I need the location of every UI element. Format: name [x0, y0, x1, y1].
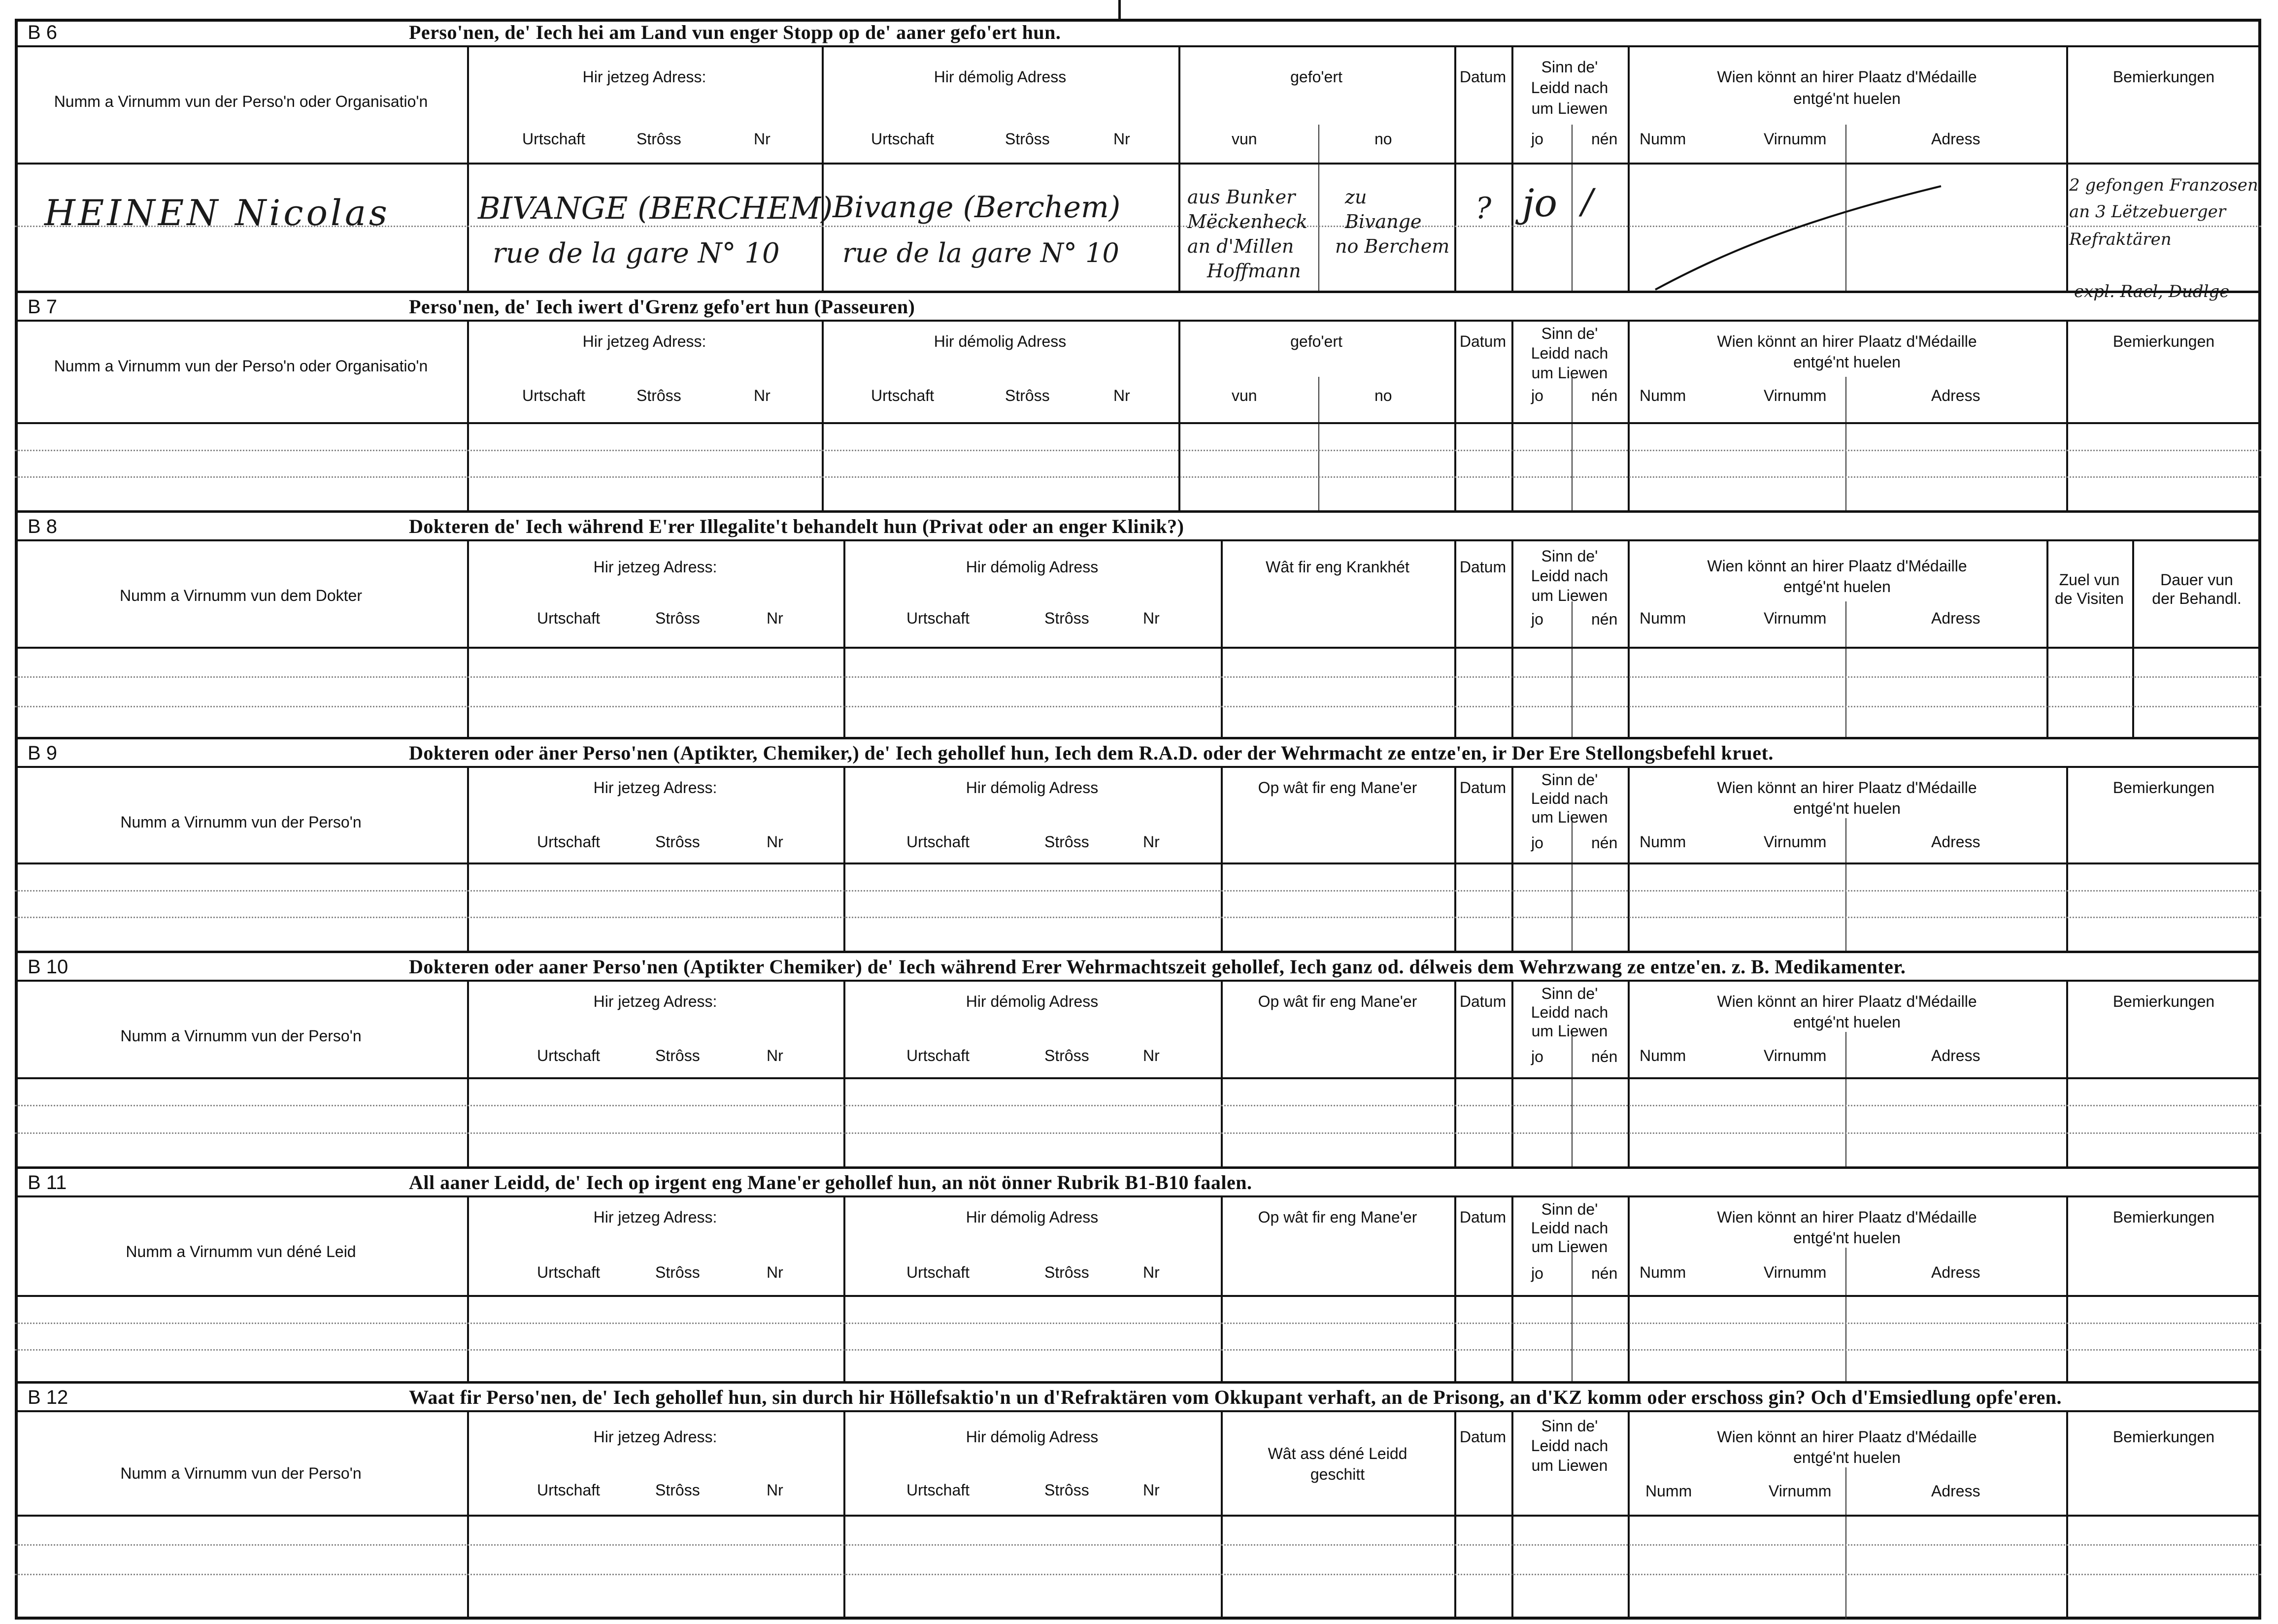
section-title: Dokteren oder aaner Perso'nen (Aptikter Chemiker) de' Iech während Erer Wehrmachtszeit gehollef, Iech ganz od. délweis dem Wehrzwang ze entze'en. z. B. Medikamenter.: [409, 956, 1906, 978]
col-header-urtschaft: Urtschaft: [906, 609, 970, 627]
section-code: B 7: [28, 296, 58, 318]
section-title: Perso'nen, de' Iech hei am Land vun enger Stopp op de' aaner gefo'ert hun.: [409, 21, 1061, 43]
col-header-bemierkungen: Bemierkungen: [2112, 1428, 2215, 1446]
section-header: [15, 1169, 2261, 1197]
col-header-um-liewen: um Liewen: [1531, 1022, 1608, 1040]
col-header-no: no: [1374, 130, 1392, 148]
col-header-current-address: Hir jetzeg Adress:: [593, 1428, 717, 1446]
col-header-adress: Adress: [1931, 387, 1980, 404]
col-header-medal: Wien könnt an hirer Plaatz d'Médaille: [1717, 68, 1977, 86]
col-header-leidd-nach: Leidd nach: [1531, 1437, 1608, 1455]
section-title: Dokteren oder äner Perso'nen (Aptikter, Chemiker,) de' Iech gehollef hun, Iech dem R.A.D. oder der Wehrmacht ze entze'en, ir Der Ere Stellongsbefehl kruet.: [409, 742, 1774, 764]
col-header-current-address: Hir jetzeg Adress:: [593, 779, 717, 796]
col-header-datum: Datum: [1459, 558, 1507, 576]
col-header-datum: Datum: [1459, 68, 1507, 86]
col-header-urtschaft: Urtschaft: [537, 1263, 601, 1281]
section-header: [15, 739, 2261, 768]
col-header-nr: Nr: [1143, 609, 1160, 627]
col-header-nen: nén: [1591, 130, 1618, 148]
col-header-adress: Adress: [1931, 1263, 1980, 1281]
col-header-wat-leidd-2: geschitt: [1310, 1465, 1365, 1483]
col-header-medal: Wien könnt an hirer Plaatz d'Médaille: [1707, 557, 1967, 575]
col-header-leidd-nach: Leidd nach: [1531, 790, 1608, 807]
col-header-stross: Strôss: [1044, 609, 1089, 627]
section-code: B 9: [28, 742, 58, 764]
col-header-medal: Wien könnt an hirer Plaatz d'Médaille: [1717, 1428, 1977, 1446]
section-header: [15, 953, 2261, 982]
col-header-jo: jo: [1531, 1264, 1543, 1282]
col-header-numm: Numm: [1640, 833, 1686, 851]
col-header-nr: Nr: [1113, 130, 1130, 148]
col-header-urtschaft: Urtschaft: [537, 1481, 601, 1499]
col-header-dauer-2: der Behandl.: [2152, 590, 2242, 607]
col-header-sinn-de: Sinn de': [1541, 1417, 1598, 1435]
col-header-jo: jo: [1531, 610, 1543, 628]
col-header-urtschaft: Urtschaft: [537, 833, 601, 851]
col-header-adress: Adress: [1931, 130, 1980, 148]
col-header-nen: nén: [1591, 610, 1618, 628]
col-header-numm: Numm: [1640, 1047, 1686, 1064]
col-header-nen: nén: [1591, 387, 1618, 404]
col-header-nr: Nr: [754, 130, 770, 148]
col-header-stross: Strôss: [655, 1047, 700, 1064]
section-b6: [15, 19, 2261, 301]
col-header-numm: Numm: [1640, 1263, 1686, 1281]
col-header-stross: Strôss: [636, 387, 681, 404]
col-header-gefoert: gefo'ert: [1290, 68, 1342, 86]
section-header: [15, 293, 2261, 322]
entry-jo: jo: [1522, 181, 1558, 226]
col-header-former-address: Hir démolig Adress: [966, 1428, 1099, 1446]
col-header-numm: Numm: [1640, 609, 1686, 627]
col-header-name: Numm a Virnumm vun dem Dokter: [120, 587, 362, 604]
col-header-leidd-nach: Leidd nach: [1531, 1003, 1608, 1021]
col-header-nen: nén: [1591, 1048, 1618, 1065]
col-header-vun: vun: [1232, 387, 1257, 404]
col-header-urtschaft: Urtschaft: [537, 1047, 601, 1064]
col-header-urtschaft: Urtschaft: [522, 130, 586, 148]
col-header-bemierkungen: Bemierkungen: [2112, 68, 2215, 86]
col-header-leidd-nach: Leidd nach: [1531, 567, 1608, 585]
col-header-nr: Nr: [767, 1047, 783, 1064]
col-header-stross: Strôss: [1005, 130, 1050, 148]
col-header-virnumm: Virnumm: [1764, 833, 1827, 851]
col-header-medal-2: entgé'nt huelen: [1793, 1013, 1901, 1031]
col-header-stross: Strôss: [1005, 387, 1050, 404]
col-header-name: Numm a Virnumm vun der Perso'n oder Organisatio'n: [54, 93, 428, 110]
section-code: B 6: [28, 22, 58, 43]
col-header-virnumm: Virnumm: [1769, 1482, 1832, 1500]
col-header-medal-2: entgé'nt huelen: [1793, 353, 1901, 371]
col-header-current-address: Hir jetzeg Adress:: [593, 993, 717, 1010]
col-header-nr: Nr: [754, 387, 770, 404]
col-header-stross: Strôss: [1044, 1263, 1089, 1281]
entry-nen: /: [1581, 181, 1593, 222]
col-header-maneer: Op wât fir eng Mane'er: [1258, 1208, 1417, 1226]
col-header-zuel-2: de Visiten: [2055, 590, 2124, 607]
col-header-bemierkungen: Bemierkungen: [2112, 993, 2215, 1010]
col-header-stross: Strôss: [1044, 833, 1089, 851]
col-header-no: no: [1374, 387, 1392, 404]
col-header-adress: Adress: [1931, 1482, 1980, 1500]
entry-to-2: Bivange: [1345, 211, 1422, 232]
col-header-datum: Datum: [1459, 993, 1507, 1010]
section-title: Waat fir Perso'nen, de' Iech gehollef hun, sin durch hir Höllefsaktio'n un d'Refraktären vom Okkupant verhaft, an de Prisong, an d'KZ komm oder erschoss gin? Och d'Emsiedlung opfe'eren.: [409, 1386, 2062, 1408]
col-header-um-liewen: um Liewen: [1531, 1238, 1608, 1256]
entry-to-3: no Berchem: [1335, 235, 1450, 257]
col-header-urtschaft: Urtschaft: [906, 1481, 970, 1499]
col-header-nr: Nr: [1113, 387, 1130, 404]
col-header-bemierkungen: Bemierkungen: [2112, 1208, 2215, 1226]
section-header: [15, 513, 2261, 541]
col-header-virnumm: Virnumm: [1764, 387, 1827, 404]
entry-from-4: Hoffmann: [1207, 260, 1301, 282]
col-header-urtschaft: Urtschaft: [906, 1047, 970, 1064]
entry-former-place: Bivange (Berchem): [833, 190, 1121, 225]
entry-current-place: BIVANGE (BERCHEM): [478, 190, 833, 226]
col-header-krankhet: Wât fir eng Krankhét: [1266, 558, 1409, 576]
col-header-datum: Datum: [1459, 1208, 1507, 1226]
col-header-um-liewen: um Liewen: [1531, 1457, 1608, 1474]
col-header-datum: Datum: [1459, 332, 1507, 350]
col-header-nr: Nr: [767, 1263, 783, 1281]
col-header-sinn-de: Sinn de': [1541, 771, 1598, 789]
col-header-stross: Strôss: [655, 1263, 700, 1281]
entry-from-3: an d'Millen: [1187, 235, 1294, 257]
col-header-medal: Wien könnt an hirer Plaatz d'Médaille: [1717, 1208, 1977, 1226]
col-header-dauer: Dauer vun: [2160, 571, 2233, 589]
col-header-leidd-nach: Leidd nach: [1531, 344, 1608, 362]
section-b12: [15, 1381, 2261, 1617]
col-header-urtschaft: Urtschaft: [906, 1263, 970, 1281]
col-header-former-address: Hir démolig Adress: [966, 993, 1099, 1010]
col-header-nr: Nr: [1143, 1263, 1160, 1281]
entry-datum: ?: [1475, 191, 1492, 226]
entry-from-1: aus Bunker: [1187, 186, 1296, 208]
col-header-nr: Nr: [1143, 1481, 1160, 1499]
col-header-nr: Nr: [767, 833, 783, 851]
col-header-virnumm: Virnumm: [1764, 609, 1827, 627]
col-header-name: Numm a Virnumm vun déné Leid: [126, 1243, 356, 1260]
entry-remark-3: Refraktären: [2069, 230, 2172, 249]
col-header-leidd-nach: Leidd nach: [1531, 79, 1608, 97]
col-header-virnumm: Virnumm: [1764, 130, 1827, 148]
col-header-nr: Nr: [1143, 833, 1160, 851]
col-header-numm: Numm: [1645, 1482, 1692, 1500]
entry-to-1: zu: [1345, 186, 1367, 208]
col-header-former-address: Hir démolig Adress: [966, 779, 1099, 796]
section-code: B 10: [28, 956, 68, 978]
col-header-nr: Nr: [767, 1481, 783, 1499]
col-header-stross: Strôss: [1044, 1047, 1089, 1064]
col-header-medal: Wien könnt an hirer Plaatz d'Médaille: [1717, 779, 1977, 796]
col-header-current-address: Hir jetzeg Adress:: [593, 1208, 717, 1226]
entry-remark-4: expl. Racl, Dudlge: [2074, 282, 2230, 301]
col-header-medal-2: entgé'nt huelen: [1793, 90, 1901, 107]
col-header-medal-2: entgé'nt huelen: [1783, 578, 1891, 596]
entry-name: HEINEN Nicolas: [44, 192, 390, 233]
col-header-gefoert: gefo'ert: [1290, 332, 1342, 350]
section-header: [15, 1384, 2261, 1412]
col-header-former-address: Hir démolig Adress: [934, 332, 1067, 350]
col-header-jo: jo: [1531, 1048, 1543, 1065]
section-code: B 8: [28, 516, 58, 537]
section-title: Perso'nen, de' Iech iwert d'Grenz gefo'ert hun (Passeuren): [409, 296, 915, 318]
form-page: [15, 0, 2267, 1624]
col-header-former-address: Hir démolig Adress: [966, 558, 1099, 576]
col-header-adress: Adress: [1931, 1047, 1980, 1064]
section-b7: [15, 291, 2261, 510]
col-header-bemierkungen: Bemierkungen: [2112, 332, 2215, 350]
col-header-jo: jo: [1531, 834, 1543, 852]
col-header-zuel: Zuel vun: [2059, 571, 2120, 589]
col-header-current-address: Hir jetzeg Adress:: [593, 558, 717, 576]
col-header-wat-leidd: Wât ass déné Leidd: [1268, 1445, 1407, 1462]
entry-from-2: Mëckenheck: [1187, 211, 1307, 232]
col-header-datum: Datum: [1459, 779, 1507, 796]
section-title: Dokteren de' Iech während E'rer Illegalite't behandelt hun (Privat oder an enger Klinik?): [409, 515, 1184, 537]
section-b8: [15, 510, 2261, 737]
entry-former-street: rue de la gare N° 10: [842, 237, 1119, 268]
col-header-name: Numm a Virnumm vun der Perso'n: [120, 1027, 362, 1045]
col-header-urtschaft: Urtschaft: [871, 130, 935, 148]
col-header-current-address: Hir jetzeg Adress:: [582, 68, 706, 86]
section-code: B 11: [28, 1172, 67, 1193]
col-header-numm: Numm: [1640, 130, 1686, 148]
col-header-name: Numm a Virnumm vun der Perso'n oder Organisatio'n: [54, 357, 428, 375]
col-header-stross: Strôss: [636, 130, 681, 148]
col-header-nen: nén: [1591, 834, 1618, 852]
col-header-um-liewen: um Liewen: [1531, 808, 1608, 826]
col-header-um-liewen: um Liewen: [1531, 587, 1608, 604]
col-header-former-address: Hir démolig Adress: [966, 1208, 1099, 1226]
col-header-urtschaft: Urtschaft: [906, 833, 970, 851]
col-header-datum: Datum: [1459, 1428, 1507, 1446]
col-header-numm: Numm: [1640, 387, 1686, 404]
section-b10: [15, 951, 2261, 1166]
entry-current-street: rue de la gare N° 10: [493, 237, 780, 269]
col-header-virnumm: Virnumm: [1764, 1047, 1827, 1064]
section-b11: [15, 1166, 2261, 1381]
section-title: All aaner Leidd, de' Iech op irgent eng Mane'er gehollef hun, an nöt önner Rubrik B1-B10 faalen.: [409, 1171, 1252, 1193]
section-code: B 12: [28, 1387, 68, 1408]
top-fold-mark: [1118, 0, 1121, 19]
col-header-jo: jo: [1531, 387, 1543, 404]
col-header-stross: Strôss: [1044, 1481, 1089, 1499]
section-b9: [15, 737, 2261, 951]
col-header-sinn-de: Sinn de': [1541, 325, 1598, 342]
col-header-nen: nén: [1591, 1264, 1618, 1282]
col-header-virnumm: Virnumm: [1764, 1263, 1827, 1281]
section-header: [15, 19, 2261, 47]
col-header-sinn-de: Sinn de': [1541, 58, 1598, 76]
col-header-adress: Adress: [1931, 833, 1980, 851]
col-header-urtschaft: Urtschaft: [522, 387, 586, 404]
col-header-jo: jo: [1531, 130, 1543, 148]
entry-remark-2: an 3 Lëtzebuerger: [2069, 202, 2226, 222]
col-header-sinn-de: Sinn de': [1541, 547, 1598, 565]
col-header-former-address: Hir démolig Adress: [934, 68, 1067, 86]
col-header-stross: Strôss: [655, 833, 700, 851]
col-header-medal-2: entgé'nt huelen: [1793, 1229, 1901, 1247]
col-header-um-liewen: um Liewen: [1531, 364, 1608, 382]
col-header-name: Numm a Virnumm vun der Perso'n: [120, 1464, 362, 1482]
col-header-maneer: Op wât fir eng Mane'er: [1258, 779, 1417, 796]
col-header-stross: Strôss: [655, 609, 700, 627]
col-header-adress: Adress: [1931, 609, 1980, 627]
col-header-medal: Wien könnt an hirer Plaatz d'Médaille: [1717, 332, 1977, 350]
entry-remark-1: 2 gefongen Franzosen: [2069, 175, 2258, 195]
col-header-medal-2: entgé'nt huelen: [1793, 799, 1901, 817]
col-header-medal: Wien könnt an hirer Plaatz d'Médaille: [1717, 993, 1977, 1010]
col-header-stross: Strôss: [655, 1481, 700, 1499]
col-header-nr: Nr: [767, 609, 783, 627]
strike-through-line: [1641, 166, 1956, 295]
col-header-current-address: Hir jetzeg Adress:: [582, 332, 706, 350]
col-header-um-liewen: um Liewen: [1531, 99, 1608, 117]
col-header-maneer: Op wât fir eng Mane'er: [1258, 993, 1417, 1010]
col-header-urtschaft: Urtschaft: [871, 387, 935, 404]
col-header-sinn-de: Sinn de': [1541, 1200, 1598, 1218]
col-header-medal-2: entgé'nt huelen: [1793, 1449, 1901, 1466]
col-header-name: Numm a Virnumm vun der Perso'n: [120, 813, 362, 831]
col-header-leidd-nach: Leidd nach: [1531, 1219, 1608, 1237]
col-header-bemierkungen: Bemierkungen: [2112, 779, 2215, 796]
col-header-sinn-de: Sinn de': [1541, 985, 1598, 1002]
col-header-nr: Nr: [1143, 1047, 1160, 1064]
col-header-urtschaft: Urtschaft: [537, 609, 601, 627]
col-header-vun: vun: [1232, 130, 1257, 148]
